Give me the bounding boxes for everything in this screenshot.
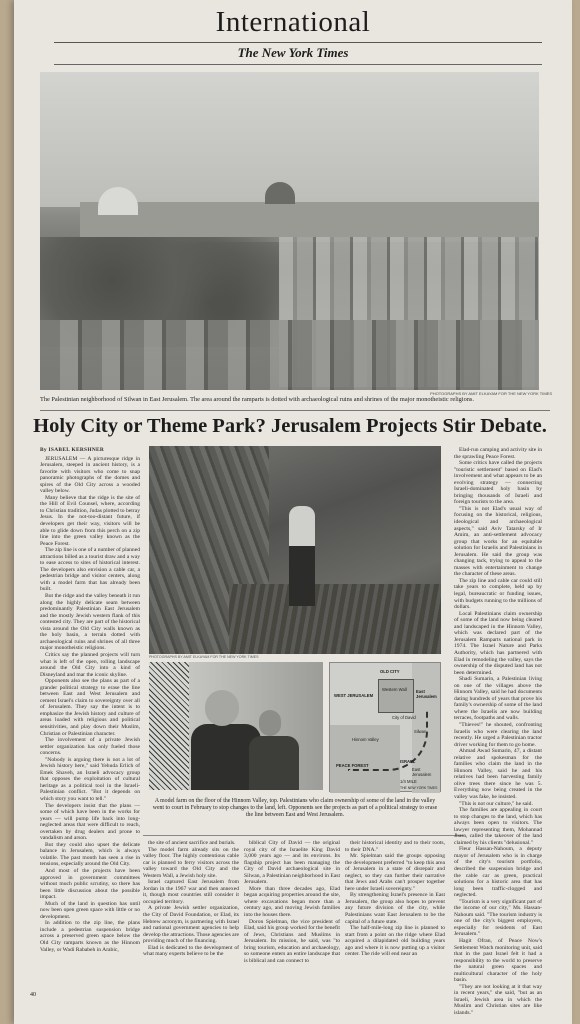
- photo-lower-houses: [40, 320, 539, 390]
- divider: [143, 835, 464, 836]
- article-column-1: [40, 447, 140, 992]
- jerusalem-map: [329, 662, 441, 792]
- page-number: 40: [30, 992, 36, 998]
- paragraph: But the ridge and the valley beneath it run along the highly delicate seam between predominantly Palestinian East Jerusalem and the mostly Jewish western flank of this contested city. They are part of the historical vista around the Old City walls known as the holy basin, a terrain dotted with archaeological ruins and shrines of all three major monotheistic religions.: [40, 593, 140, 652]
- paragraph: The model farm already sits on the valley floor. The highly contentious cable car is planned to ferry visitors across the valley toward the Old City and the Western Wall, a Jewish holy site.: [143, 846, 239, 879]
- map-label-old-city: OLD CITY: [380, 669, 400, 674]
- article-headline: Holy City or Theme Park? Jerusalem Projects Stir Debate.: [33, 415, 547, 437]
- paragraph: Critics say the planned projects will turn what is left of the open, rolling landscape around the Old City into a kind of Disneyland and mar the iconic skyline.: [40, 651, 140, 678]
- paragraph: Hagit Ofran, of Peace Now's Settlement Watch monitoring unit, said that in the past Israel felt it had a responsibility to the world to preserve the natural green spaces and multicultural character of the holy basin.: [454, 938, 542, 984]
- model-farm-photo: [149, 446, 441, 654]
- map-label-silwan: Silwan: [414, 729, 427, 734]
- paragraph: "This is not Elad's usual way of focusing on the historical, religious, ideological and archaeological aspects," said Aviv Tatarsky of Ir Amim, an anti-settlement advocacy group that works for an equitable solution for Israelis and Palestinians in Jerusalem. He said the group was changing tack, trying to appeal to the masses with entertainment to change the character of these areas.: [454, 505, 542, 578]
- map-label-peace-forest: PEACE FOREST: [336, 763, 369, 768]
- paragraph: Doron Spielman, the vice president of Elad, said his group worked for the benefit of Jews, Christians and Muslims in Jerusalem. Its mission, he said, was "to bring tourism, education and archaeology, so someone enters an entire landscape that is biblical and can connect to: [244, 918, 340, 964]
- silwan-photo: [40, 72, 539, 390]
- paragraph: The zip line is one of a number of planned attractions billed as a tourist draw and a way to ease access to sites of historical interest. The developers also envision a cable car, a pedestrian bridge and visitor centers, along with a model farm that has already been built.: [40, 547, 140, 593]
- photo-caption: The Palestinian neighborhood of Silwan in East Jerusalem. The area around the ramparts is dotted with archaeological ruins and shrines of the major monotheistic religions.: [40, 396, 474, 403]
- paragraph: Shadi Sumarin, a Palestinian living on one of the villages above the Hinnom Valley, said he had documents dating hundreds of years that prove his family's ownership of some of the land where the Israelis are now building terraces, footpaths and walls.: [454, 676, 542, 722]
- article-column-5: [454, 447, 542, 1017]
- map-label-city-of-david: City of David: [392, 715, 416, 720]
- paragraph: JERUSALEM — A picturesque ridge in Jerusalem, steeped in ancient history, is a favorite with visitors who come to snap panoramic photographs of the domes and spires of the Old City across a wooded valley below.: [40, 455, 140, 495]
- paragraph: The zip line and cable car could still take years to complete, held up by legal, bureaucratic or funding issues, with budgets running to the millions of dollars.: [454, 577, 542, 611]
- divider: [54, 42, 542, 43]
- photo-dome: [265, 182, 295, 204]
- paragraph: the site of ancient sacrifice and burials.: [148, 840, 236, 846]
- photo-credit: PHOTOGRAPHS BY AMIT ELKAYAM FOR THE NEW YORK TIMES: [149, 655, 259, 659]
- masthead: The New York Times: [237, 45, 349, 60]
- paragraph: Opponents also see the plans as part of a grander political strategy to erase the line between East and West Jerusalem and cement Israel's claim to sovereignty over all of Jerusalem. They say the intent is to emphasize the Jewish history and culture of areas loaded with religious and political sensitivities, and play down their Muslim, Christian or Palestinian character.: [40, 678, 140, 737]
- paragraph: More than three decades ago, Elad began acquiring properties around the site, where excavations began more than a century ago, and moving Jewish families into the houses there.: [244, 885, 340, 919]
- divider: [54, 64, 542, 65]
- photo-man-head: [205, 690, 239, 726]
- farm-photo-caption: A model farm on the floor of the Hinnom Valley, top. Palestinians who claim ownership of some of the land in the valley went to court in February to stop changes to the land, left. Opponents see the projects as part of a political strategy to erase the line between East and West Jerusalem.: [152, 798, 438, 818]
- paragraph: Many believe that the ridge is the site of the Hill of Evil Counsel, where, according to Christian tradition, Judas plotted to betray Jesus. In the not-too-distant future, if developers get their way, visitors will be able to glide down from this perch on a zip line into the green valley known as the Peace Forest.: [40, 494, 140, 547]
- paragraph: "Tourism is a very significant part of the income of our city," Ms. Hassan-Nahoum said. "The tourism industry is one of the city's biggest employers, especially for residents of East Jerusalem.": [454, 898, 542, 938]
- paragraph: Elad-run camping and activity site in the sprawling Peace Forest.: [454, 447, 542, 460]
- section-title: International: [215, 6, 371, 38]
- map-label-hinnom-valley: Hinnom Valley: [352, 737, 379, 742]
- map-source: THE NEW YORK TIMES: [400, 786, 438, 790]
- paragraph: The families are appealing in court to stop changes to the land, which has always been open to visitors. The lawyer representing them, Mohannad Jbara, called the takeover of the land claimed by his clients "delusional.": [454, 807, 542, 846]
- paragraph: The half-mile-long zip line is planned to start from a point on the ridge where Elad acquired a dilapidated old building years ago and where it is now putting up a visitor center. The ride will end near an: [345, 925, 445, 958]
- paragraph: By strengthening Israel's presence in East Jerusalem, the group also hopes to prevent any future division of the city, while Palestinians want East Jerusalem to be the capital of a future state.: [345, 892, 445, 925]
- paragraph: And most of the projects have been approved in government committees without much public scrutiny, so there has been little discussion about the possible impact.: [40, 868, 140, 901]
- photo-old-city-wall: [80, 202, 539, 242]
- paragraph: Much of the land in question has until now been open green space with little or no development.: [40, 900, 140, 920]
- paragraph: But they could also upset the delicate balance in Jerusalem, which is always volatile. The past month has seen a rise in tensions, especially around the Old City.: [40, 841, 140, 868]
- article-column-2: [143, 840, 239, 990]
- photo-man-body: [249, 736, 299, 790]
- paragraph: Some critics have called the projects "touristic settlement" based on Elad's involvement and what appears to be an evolving strategy — connecting Israeli-dominated holy basin by bringing thousands of Israeli and foreign tourists to the area.: [454, 460, 542, 506]
- map-label-israel: ISRAEL: [400, 759, 416, 764]
- paragraph: Elad is dedicated to the development of what many experts believe to be the: [143, 944, 239, 958]
- paragraph: "Nobody is arguing there is not a lot of Jewish history here," said Yehuda Erlich of Emek Shaveh, an Israeli advocacy group that opposes the exploitation of cultural heritage as a political tool in the Israeli-Palestinian conflict. "But it depends on which story you want to tell.": [40, 756, 140, 802]
- article-column-4: [345, 840, 445, 990]
- paragraph: Local Palestinians claim ownership of some of the land now being cleared and landscaped in the Hinnom Valley, which was declared part of the Jerusalem Ramparts national park in 1974. The Israel Nature and Parks Authority, which has partnered with Elad in remodeling the valley, says the ownership of the disputed land has not been determined.: [454, 610, 542, 676]
- court-photo: [149, 662, 323, 790]
- photo-keffiyeh: [149, 662, 189, 790]
- paragraph: Ahmad Awad Sumarin, 47, a distant relative and spokesman for the families who claim the land in the Hinnom Valley, said he and his relatives had been harvesting family olive trees there since he was 5. Everything now being created in the valley was fake, he insisted.: [454, 748, 542, 800]
- map-scale: 1/4 MILE: [400, 779, 417, 784]
- paragraph: The developers insist that the plans — some of which have been in the works for years — will pump life back into long-neglected areas that were difficult to reach, overtaken by drug dealers and prone to vandalism and arson.: [40, 802, 140, 842]
- map-label-western-wall: Western Wall: [382, 687, 407, 692]
- paragraph: "This is not our culture," he said.: [459, 800, 533, 807]
- paragraph: biblical City of David — the original royal city of the Israelite King David 3,000 years ago — and its environs. Its flagship project has been managing the City of David archaeological site in Silwan, a Palestinian neighborhood in East Jerusalem.: [244, 840, 341, 886]
- photo-credit: PHOTOGRAPHS BY AMIT ELKAYAM FOR THE NEW YORK TIMES: [430, 391, 552, 396]
- photo-soil: [229, 584, 441, 654]
- paragraph: their historical identity and to their roots, to their DNA.": [345, 840, 445, 853]
- divider: [40, 410, 550, 411]
- paragraph: "Thieves!" he shouted, confronting Israelis who were clearing the land recently. He urged a Palestinian tractor driver working for them to go home.: [454, 721, 542, 748]
- photo-farmer-legs: [289, 546, 315, 606]
- byline: By ISABEL KERSHNER: [40, 447, 105, 453]
- paragraph: Mr. Spielman said the groups opposing the development preferred "to keep this area of Jerusalem in a state of disrepair and neglect, so they can further their narrative that Jews and Arabs can't prosper together here under Israeli sovereignty.": [345, 853, 445, 892]
- paragraph: Israel captured East Jerusalem from Jordan in the 1967 war and then annexed it, though most countries still consider it occupied territory.: [143, 879, 239, 905]
- article-column-3: [244, 840, 340, 990]
- photo-man-head: [259, 710, 281, 736]
- paragraph: In addition to the zip line, the plans include a pedestrian suspension bridge across a preserved green space below the Old City ramparts known as the Hinnom Valley, or Wadi Rababeh in Arabic,: [40, 920, 140, 953]
- paragraph: The involvement of a private Jewish settler organization has only fueled those concerns.: [40, 737, 140, 757]
- map-label-west-jerusalem: WEST JERUSALEM: [334, 693, 374, 698]
- map-label-east-jerusalem: East Jerusalem: [416, 689, 437, 699]
- paragraph: A private Jewish settler organization, the City of David Foundation, or Elad, its Hebrew acronym, is partnering with Israel and national government agencies to help develop the attractions. Those agencies are providing much of the financing.: [143, 905, 239, 945]
- map-old-city: [378, 679, 414, 713]
- paragraph: "They are not looking at it that way in recent years," she said, "but as an Israeli, Jewish area in which the Muslim and Christian sites are like islands.": [454, 983, 542, 1017]
- map-label-east-jerusalem-inset: East Jerusalem: [412, 767, 432, 777]
- paragraph: Fleur Hassan-Nahoum, a deputy mayor of Jerusalem who is in charge of the city's tourism portfolio, described the suspension bridge and the cable car as green, practical solutions for a historic area that has long been traffic-clogged and neglected.: [454, 846, 542, 899]
